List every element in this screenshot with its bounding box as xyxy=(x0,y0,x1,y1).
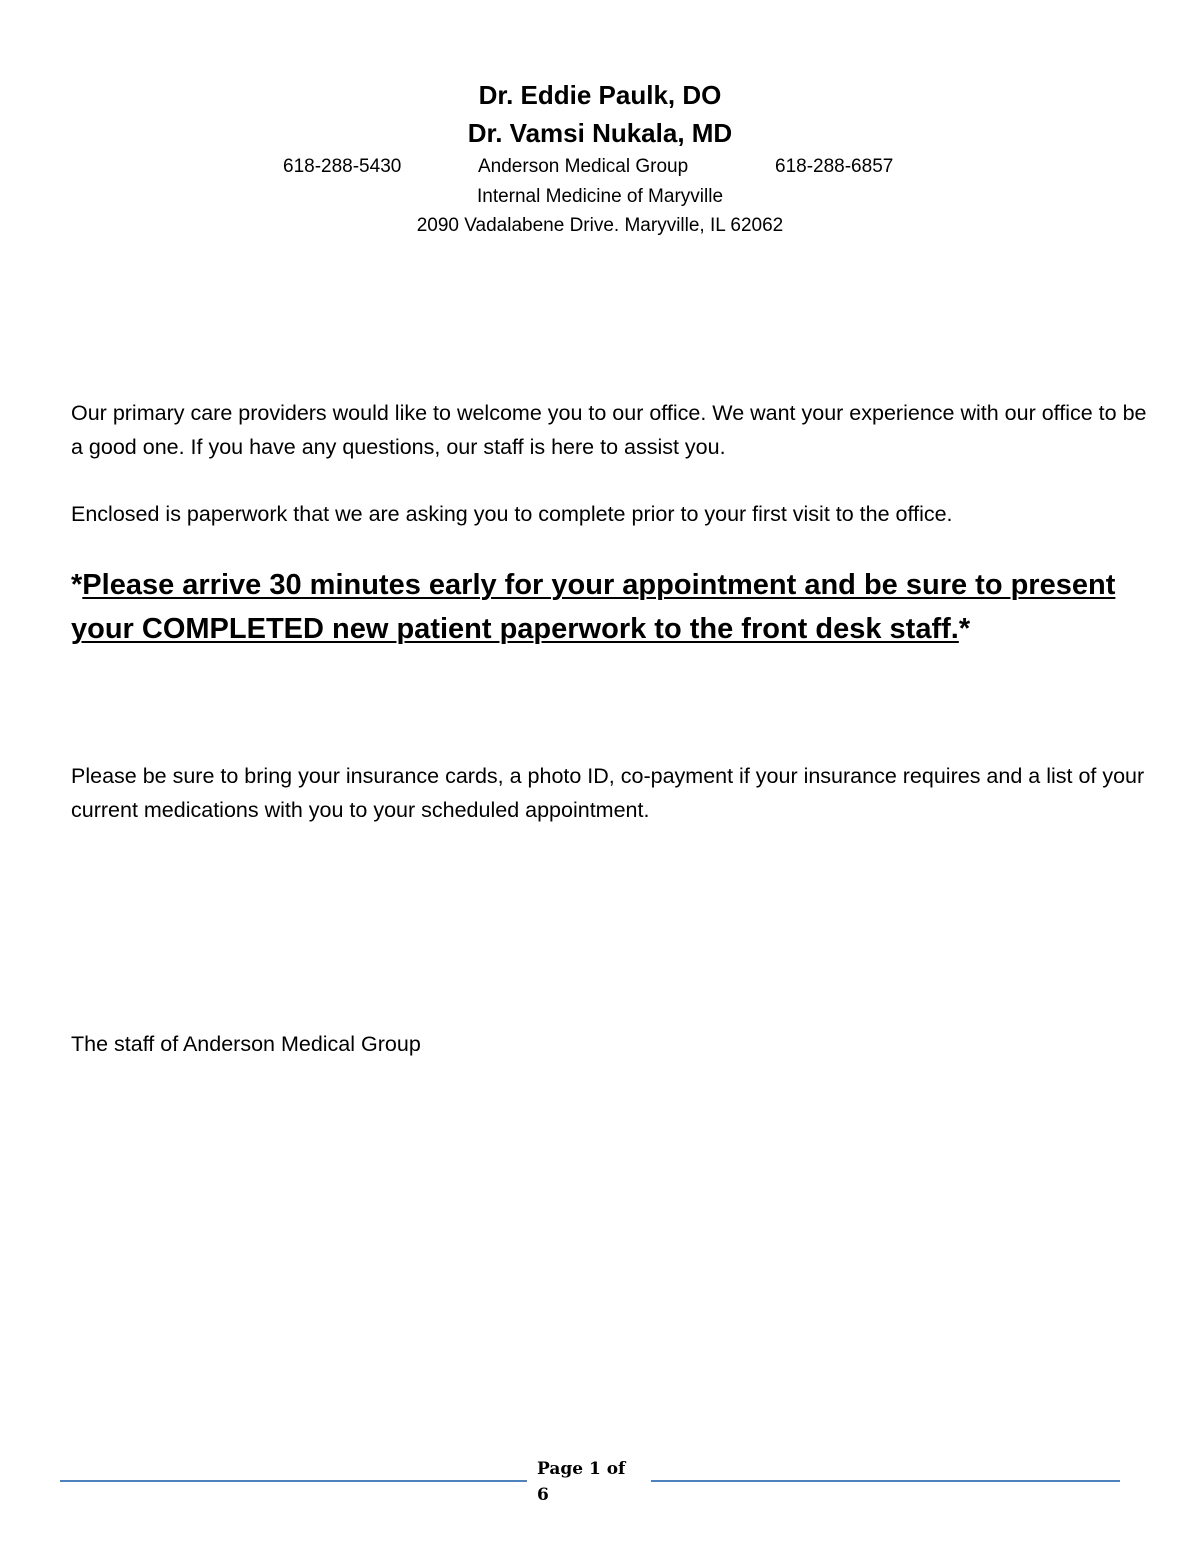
page-number: Page 1 of 6 xyxy=(537,1459,626,1505)
emphasis-underlined-text: Please arrive 30 minutes early for your appointment and be sure to present your COMPLETED new patient paperwork to the front desk staff. xyxy=(71,569,1116,645)
doctor-name-1: Dr. Eddie Paulk, DO xyxy=(478,80,722,110)
practice-address: 2090 Vadalabene Drive. Maryville, IL 62062 xyxy=(416,215,784,236)
welcome-paragraph: Our primary care providers would like to welcome you to our office. We want your experience with our office to be a good one. If you have any questions, our staff is here to assist you. xyxy=(71,401,1147,459)
letterhead xyxy=(0,76,1200,240)
doctor-name-2: Dr. Vamsi Nukala, MD xyxy=(467,118,733,148)
group-name: Anderson Medical Group xyxy=(478,156,689,177)
arrival-instructions xyxy=(71,563,1131,651)
enclosed-paragraph: Enclosed is paperwork that we are asking you to complete prior to your first visit to the office. xyxy=(71,502,953,526)
bring-items-paragraph: Please be sure to bring your insurance cards, a photo ID, co-payment if your insurance requires and a list of your current medications with you to your scheduled appointment. xyxy=(71,764,1145,822)
practice-name: Internal Medicine of Maryville xyxy=(476,186,724,207)
contact-row xyxy=(0,152,1200,182)
signoff: The staff of Anderson Medical Group xyxy=(71,1032,421,1056)
phone-number-left: 618-288-5430 xyxy=(283,156,402,177)
footer-divider-right xyxy=(651,1480,1120,1482)
footer-divider-left xyxy=(60,1480,527,1482)
phone-number-right: 618-288-6857 xyxy=(775,156,894,177)
emphasis-suffix: * xyxy=(958,613,971,645)
emphasis-prefix: * xyxy=(71,569,83,601)
